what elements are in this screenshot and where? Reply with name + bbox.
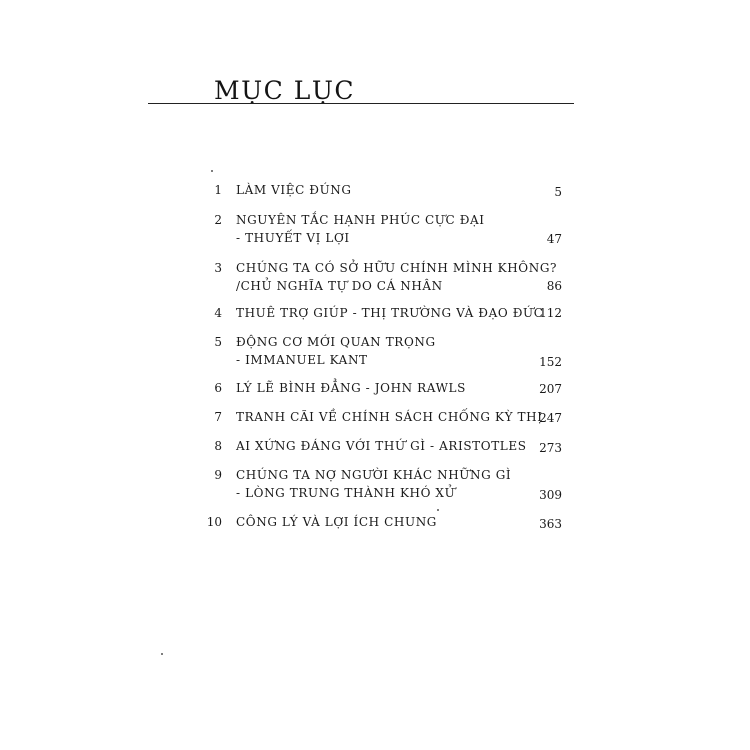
chapter-number: 9 bbox=[214, 468, 222, 482]
chapter-title-line: CHÚNG TA CÓ SỞ HỮU CHÍNH MÌNH KHÔNG? bbox=[236, 261, 558, 275]
chapter-title-line: LÝ LẼ BÌNH ĐẲNG - JOHN RAWLS bbox=[236, 381, 466, 395]
chapter-number: 4 bbox=[214, 306, 222, 320]
chapter-title-line: - LÒNG TRUNG THÀNH KHÓ XỬ bbox=[236, 486, 456, 500]
page-number: 152 bbox=[539, 355, 562, 369]
chapter-title-line: - IMMANUEL KANT bbox=[236, 353, 368, 367]
page-number: 5 bbox=[554, 185, 562, 199]
chapter-title-line: CÔNG LÝ VÀ LỢI ÍCH CHUNG bbox=[236, 515, 437, 529]
chapter-title-line: - THUYẾT VỊ LỢI bbox=[236, 231, 350, 245]
page-number: 273 bbox=[539, 441, 562, 455]
chapter-number: 2 bbox=[214, 213, 222, 227]
chapter-number: 5 bbox=[214, 335, 222, 349]
chapter-title-line: TRANH CÃI VỀ CHÍNH SÁCH CHỐNG KỲ THỊ bbox=[236, 410, 543, 424]
chapter-title-line: NGUYÊN TẮC HẠNH PHÚC CỰC ĐẠI bbox=[236, 213, 485, 227]
page-number: 363 bbox=[539, 517, 562, 531]
page-title: MỤC LỤC bbox=[214, 76, 356, 105]
chapter-title-line: /CHỦ NGHĨA TỰ DO CÁ NHÂN bbox=[236, 279, 443, 293]
chapter-title-line: CHÚNG TA NỢ NGƯỜI KHÁC NHỮNG GÌ bbox=[236, 468, 512, 482]
page-number: 112 bbox=[539, 306, 562, 320]
chapter-title-line: ĐỘNG CƠ MỚI QUAN TRỌNG bbox=[236, 335, 436, 349]
page-number: 207 bbox=[539, 382, 562, 396]
chapter-number: 8 bbox=[214, 439, 222, 453]
chapter-title-line: THUÊ TRỢ GIÚP - THỊ TRƯỜNG VÀ ĐẠO ĐỨC bbox=[236, 306, 544, 320]
page-number: 86 bbox=[546, 279, 562, 293]
page-number: 309 bbox=[539, 488, 562, 502]
chapter-title-line: AI XỨNG ĐÁNG VỚI THỨ GÌ - ARISTOTLES bbox=[236, 439, 527, 453]
chapter-title-line: LÀM VIỆC ĐÚNG bbox=[236, 183, 352, 197]
chapter-number: 1 bbox=[214, 183, 222, 197]
scan-speck bbox=[211, 170, 213, 172]
page-number: 47 bbox=[546, 232, 562, 246]
chapter-number: 10 bbox=[206, 515, 222, 529]
chapter-number: 7 bbox=[214, 410, 222, 424]
chapter-number: 3 bbox=[214, 261, 222, 275]
scan-speck bbox=[161, 653, 163, 655]
page-number: 247 bbox=[539, 411, 562, 425]
scan-speck bbox=[437, 509, 439, 511]
chapter-number: 6 bbox=[214, 381, 222, 395]
